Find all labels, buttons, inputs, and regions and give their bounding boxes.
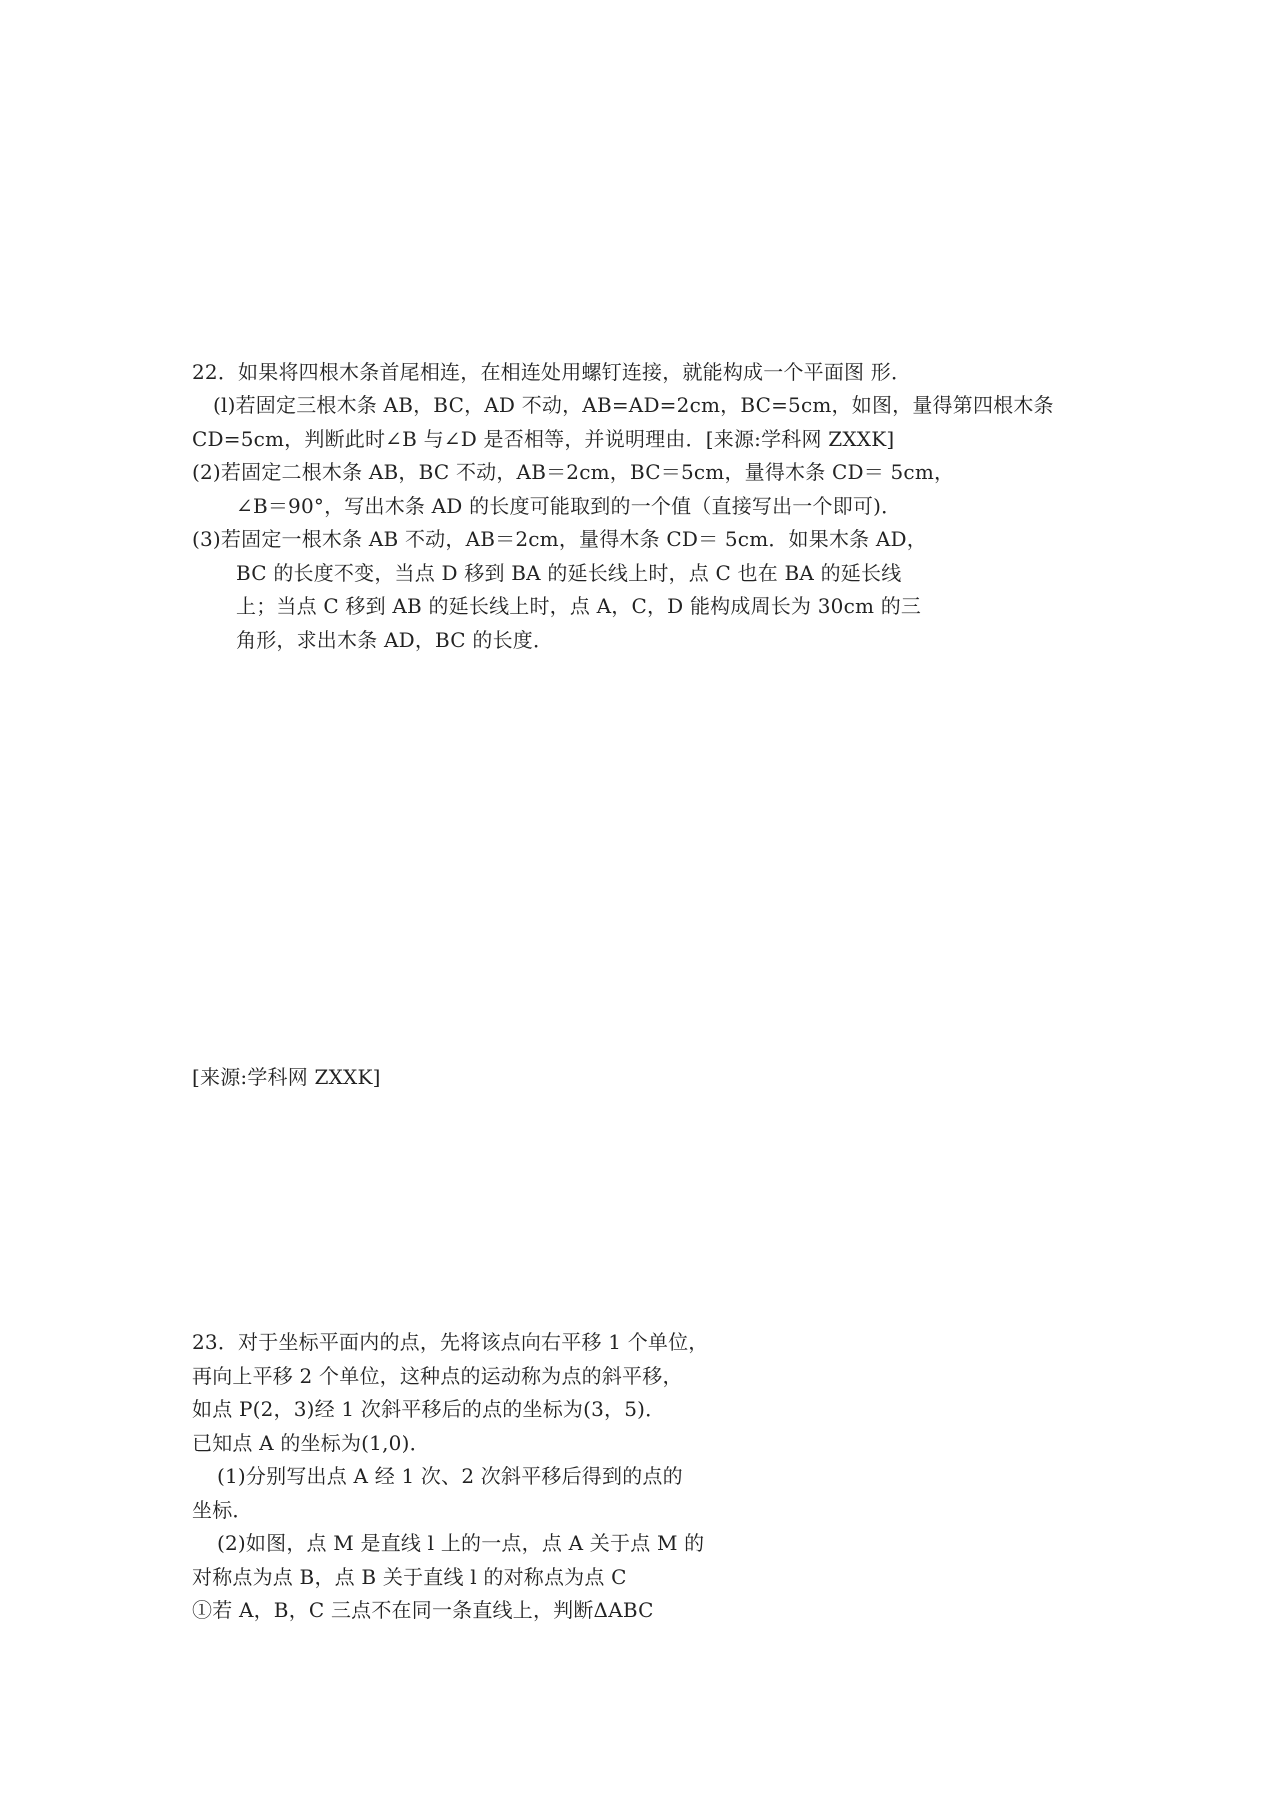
question-23-line4: 已知点 A 的坐标为(1,0)． [192, 1431, 430, 1455]
question-23-part1-line1: (1)分别写出点 A 经 1 次、2 次斜平移后得到的点的 [217, 1464, 683, 1488]
question-22-part1-line1: (l)若固定三根木条 AB，BC，AD 不动，AB=AD=2cm，BC=5cm，如图，量得第四根木条 [213, 393, 1054, 417]
question-22-part3-line2: BC 的长度不变，当点 D 移到 BA 的延长线上时，点 C 也在 BA 的延长线 [236, 561, 902, 585]
question-22-part2-line1: (2)若固定二根木条 AB，BC 不动，AB＝2cm，BC＝5cm，量得木条 CD＝ 5cm， [192, 460, 955, 484]
question-23-part1-line2: 坐标． [192, 1498, 253, 1522]
question-23-line1: 23．对于坐标平面内的点，先将该点向右平移 1 个单位， [192, 1330, 709, 1354]
question-23-line3: 如点 P(2，3)经 1 次斜平移后的点的坐标为(3，5)． [192, 1397, 666, 1421]
question-22-part2-line2: ∠B＝90°，写出木条 AD 的长度可能取到的一个值（直接写出一个即可)． [236, 494, 902, 518]
question-22-part3-line3: 上；当点 C 移到 AB 的延长线上时，点 A，C，D 能构成周长为 30cm 的三 [236, 594, 922, 618]
question-22-part3-line1: (3)若固定一根木条 AB 不动，AB＝2cm，量得木条 CD＝ 5cm．如果木条 AD， [192, 527, 927, 551]
source-note: [来源:学科网 ZXXK] [192, 1065, 381, 1089]
question-23-line2: 再向上平移 2 个单位，这种点的运动称为点的斜平移， [192, 1364, 683, 1388]
question-23-part2-line1: (2)如图，点 M 是直线 l 上的一点，点 A 关于点 M 的 [217, 1531, 705, 1555]
question-23-part2-line2: 对称点为点 B，点 B 关于直线 l 的对称点为点 C [192, 1565, 627, 1589]
question-23-part2-line3: ①若 A，B，C 三点不在同一条直线上，判断ΔABC [192, 1598, 654, 1622]
question-22-part3-line4: 角形，求出木条 AD，BC 的长度． [236, 628, 554, 652]
question-22-title: 22．如果将四根木条首尾相连，在相连处用螺钉连接，就能构成一个平面图 形． [192, 360, 912, 384]
question-22-part1-line2: CD=5cm，判断此时∠B 与∠D 是否相等，并说明理由．[来源:学科网 ZXXK] [192, 427, 895, 451]
